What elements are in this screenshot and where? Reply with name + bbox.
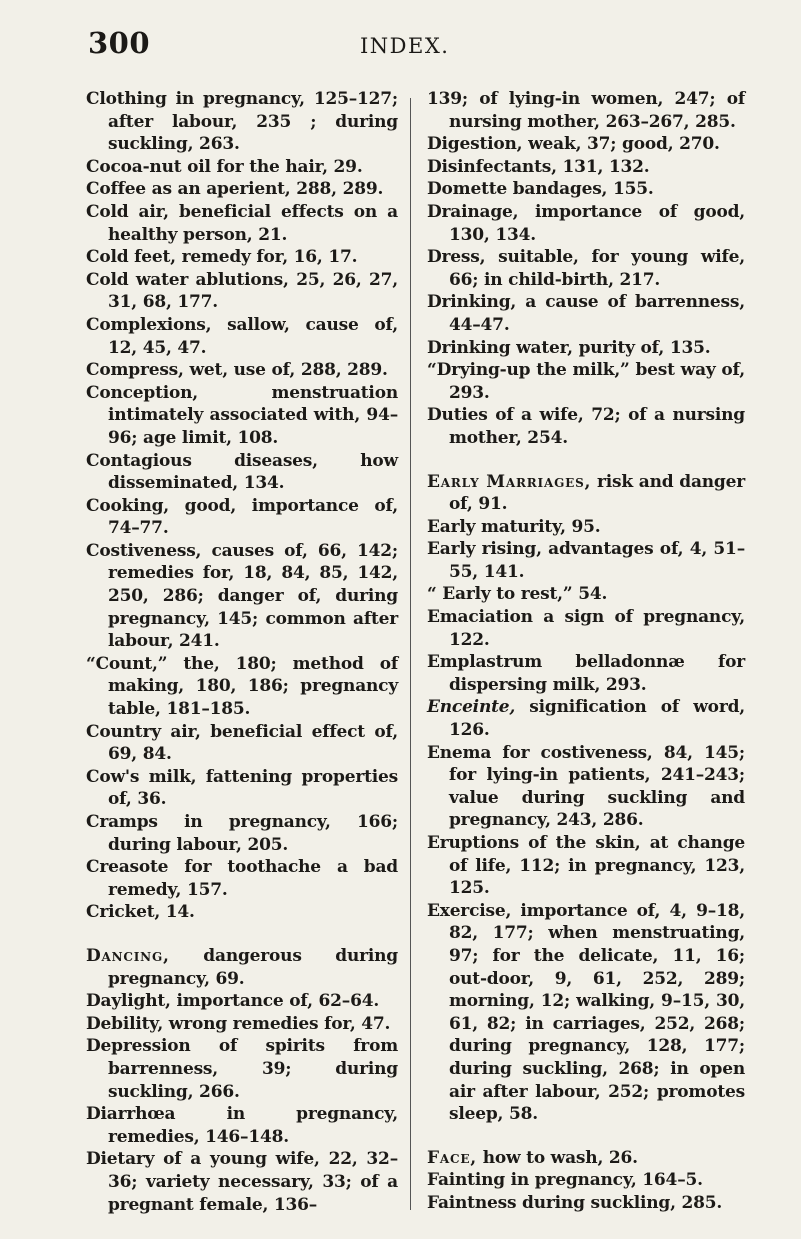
italic-term: Enceinte,	[427, 697, 516, 718]
index-entry: Depression of spirits from barrenness, 39; during suckling, 266.	[86, 1036, 398, 1102]
index-entry: Emaciation a sign of pregnancy, 122.	[427, 607, 745, 650]
section-gap	[427, 1126, 745, 1147]
index-entry: Cold feet, remedy for, 16, 17.	[86, 247, 358, 268]
index-entry: Coffee as an aperient, 288, 289.	[86, 179, 384, 200]
index-entry: Cramps in pregnancy, 166; during labour, 205.	[86, 812, 398, 855]
index-entry: Costiveness, causes of, 66, 142; remedies for, 18, 84, 85, 142, 250, 286; danger of, during pregnancy, 145; common after labour, 241.	[86, 540, 398, 652]
right-index-column	[427, 88, 745, 1215]
index-entry: Domette bandages, 155.	[427, 179, 654, 200]
index-entry	[86, 945, 398, 990]
index-entry: Contagious diseases, how disseminated, 134.	[86, 450, 398, 494]
section-gap	[427, 450, 745, 471]
index-entry	[427, 471, 745, 516]
index-entry: Country air, beneficial effect of, 69, 84.	[86, 721, 398, 765]
column-divider	[410, 98, 411, 1210]
index-entry: Fainting in pregnancy, 164–5.	[427, 1170, 703, 1191]
index-entry: Dress, suitable, for young wife, 66; in child-birth, 217.	[427, 247, 745, 290]
index-entry	[427, 696, 745, 741]
index-entry: Disinfectants, 131, 132.	[427, 156, 650, 177]
entry-text: risk and danger of, 91.	[449, 471, 745, 515]
section-lead-word: Face,	[427, 1147, 477, 1168]
index-entry: Complexions, sallow, cause of, 12, 45, 47.	[86, 314, 398, 358]
index-entry: Clothing in pregnancy, 125–127; after labour, 235 ; during suckling, 263.	[86, 89, 398, 155]
index-entry: Emplastrum belladonnæ for dispersing milk, 293.	[427, 652, 745, 695]
page-number: 300	[88, 26, 151, 60]
index-entry: Cooking, good, importance of, 74–77.	[86, 495, 398, 539]
index-entry: Enema for costiveness, 84, 145; for lying-in patients, 241–243; value during suckling and pregnancy, 243, 286.	[427, 742, 745, 831]
index-entry: Diarrhœa in pregnancy, remedies, 146–148.	[86, 1104, 398, 1147]
index-entry: “Drying-up the milk,” best way of, 293.	[427, 360, 745, 403]
index-entry: “ Early to rest,” 54.	[427, 584, 608, 605]
index-entry: Early rising, advantages of, 4, 51–55, 141.	[427, 539, 745, 582]
index-entry: Cow's milk, fattening properties of, 36.	[86, 766, 398, 810]
index-entry: “Count,” the, 180; method of making, 180, 186; pregnancy table, 181–185.	[86, 653, 398, 720]
index-entry: Drainage, importance of good, 130, 134.	[427, 201, 745, 245]
left-index-column	[86, 88, 398, 1216]
index-entry	[427, 1147, 745, 1170]
index-entry: 139; of lying-in women, 247; of nursing mother, 263–267, 285.	[427, 89, 745, 132]
running-title: INDEX.	[360, 34, 450, 58]
index-entry: Eruptions of the skin, at change of life, 112; in pregnancy, 123, 125.	[427, 833, 745, 899]
index-entry: Faintness during suckling, 285.	[427, 1192, 723, 1213]
entry-text: dangerous during pregnancy, 69.	[108, 945, 398, 989]
index-entry: Cold water ablutions, 25, 26, 27, 31, 68, 177.	[86, 269, 398, 313]
entry-text: signification of word, 126.	[449, 697, 745, 741]
index-entry: Conception, menstruation intimately associated with, 94–96; age limit, 108.	[86, 382, 398, 448]
index-entry: Dietary of a young wife, 22, 32–36; variety necessary, 33; of a pregnant female, 136–	[86, 1149, 398, 1215]
index-entry: Duties of a wife, 72; of a nursing mother, 254.	[427, 405, 745, 448]
index-entry: Daylight, importance of, 62–64.	[86, 991, 380, 1012]
index-entry: Drinking, a cause of barrenness, 44–47.	[427, 292, 745, 335]
index-entry: Drinking water, purity of, 135.	[427, 337, 711, 358]
index-entry: Early maturity, 95.	[427, 516, 601, 537]
index-entry: Cocoa-nut oil for the hair, 29.	[86, 156, 363, 177]
entry-text: how to wash, 26.	[477, 1147, 638, 1168]
index-entry: Cold air, beneficial effects on a healthy person, 21.	[86, 201, 398, 245]
index-entry: Debility, wrong remedies for, 47.	[86, 1013, 391, 1034]
section-lead-word: Dancing,	[86, 945, 170, 966]
section-gap	[86, 924, 398, 945]
index-entry: Creasote for toothache a bad remedy, 157.	[86, 857, 398, 900]
index-entry: Exercise, importance of, 4, 9–18, 82, 177; when menstruating, 97; for the delicate, 11, 16; out-door, 9, 61, 252, 289; morning, 12; walking, 9–15, 30, 61, 82; in carriages, 252, 268; during pregnancy, 128, 177; during suckling, 268; in open air after labour, 252; promotes sleep, 58.	[427, 900, 745, 1125]
index-entry: Compress, wet, use of, 288, 289.	[86, 360, 388, 381]
index-entry: Digestion, weak, 37; good, 270.	[427, 134, 720, 155]
index-entry: Cricket, 14.	[86, 902, 195, 923]
section-lead-word: Early Marriages,	[427, 471, 592, 492]
